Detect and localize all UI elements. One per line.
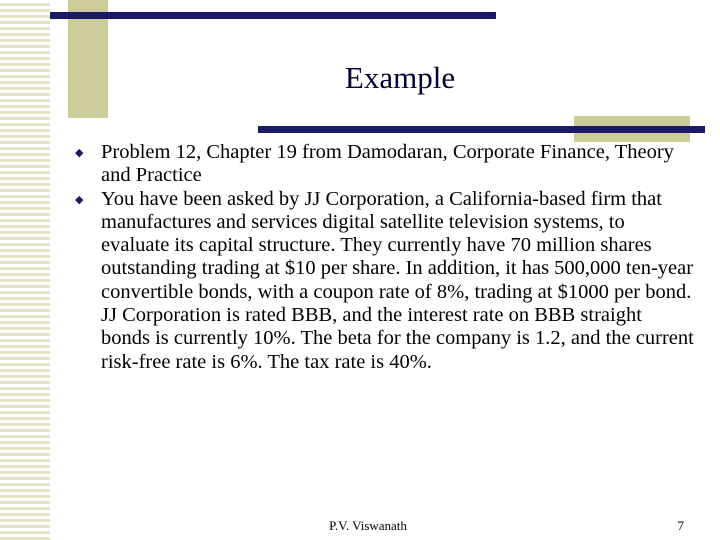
decorative-title-rule bbox=[258, 126, 705, 133]
decorative-top-rule bbox=[50, 12, 496, 19]
bullet-list bbox=[74, 141, 694, 374]
diamond-bullet-icon: ◆ bbox=[75, 193, 84, 206]
footer-author: P.V. Viswanath bbox=[329, 518, 407, 533]
bullet-item bbox=[74, 188, 694, 374]
slide-title: Example bbox=[344, 60, 456, 95]
page-number: 7 bbox=[677, 518, 684, 533]
bullet-text: You have been asked by JJ Corporation, a California-based firm that manufactures and services digital satellite television systems, to evaluate its capital structure. They currently have 70 million shares outstanding trading at $10 per share. In addition, it has 500,000 ten-year convertible bonds, with a coupon rate of 8%, trading at $1000 per bond. JJ Corporation is rated BBB, and the interest rate on BBB straight bonds is currently 10%. The beta for the company is 1.2, and the current risk-free rate is 6%. The tax rate is 40%. bbox=[101, 187, 694, 373]
bullet-text: Problem 12, Chapter 19 from Damodaran, Corporate Finance, Theory and Practice bbox=[101, 141, 674, 187]
bullet-item bbox=[74, 141, 694, 188]
diamond-bullet-icon: ◆ bbox=[75, 147, 84, 159]
